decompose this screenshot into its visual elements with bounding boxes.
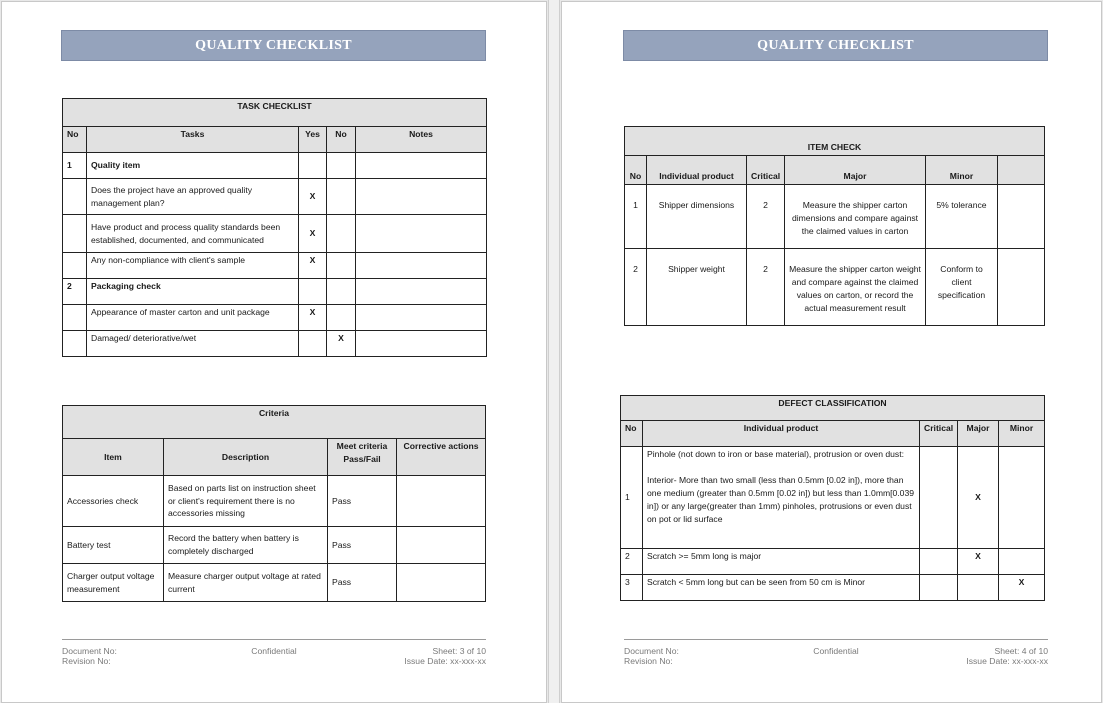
sheet-number: Sheet: 4 of 10 xyxy=(994,646,1048,656)
col-header-description: Description xyxy=(164,439,328,476)
defect-line: Pinhole (not down to iron or base material), protrusion or oven dust: xyxy=(647,449,904,459)
defect-description xyxy=(643,447,920,549)
col-header-meet-criteria xyxy=(328,439,397,476)
yes-mark: X xyxy=(299,179,327,215)
table-row xyxy=(625,185,1045,249)
col-header-corrective-actions: Corrective actions xyxy=(397,439,486,476)
sheet-number: Sheet: 3 of 10 xyxy=(432,646,486,656)
row-number xyxy=(63,305,87,331)
criteria-title: Criteria xyxy=(63,406,486,439)
defect-line-spacer xyxy=(647,461,915,474)
page-sheet-3 xyxy=(1,1,547,703)
col-header-major: Major xyxy=(785,156,926,185)
yes-mark xyxy=(299,331,327,357)
criteria-item: Accessories check xyxy=(63,476,164,527)
criteria-description: Record the battery when battery is completely discharged xyxy=(164,527,328,564)
notes-cell xyxy=(356,279,487,305)
meet-criteria-label: Meet criteria xyxy=(336,441,388,451)
minor-mark: X xyxy=(999,575,1045,601)
criteria-item: Charger output voltage measurement xyxy=(63,564,164,602)
col-header-extra xyxy=(998,156,1045,185)
col-header-yes: Yes xyxy=(299,127,327,153)
major-mark: X xyxy=(958,447,999,549)
table-header-row xyxy=(625,156,1045,185)
notes-cell xyxy=(356,331,487,357)
row-number: 1 xyxy=(625,185,647,249)
task-text: Does the project have an approved quality management plan? xyxy=(87,179,299,215)
col-header-individual-product: Individual product xyxy=(643,421,920,447)
critical-mark xyxy=(920,447,958,549)
col-header-minor: Minor xyxy=(926,156,998,185)
no-mark xyxy=(327,153,356,179)
yes-mark: X xyxy=(299,305,327,331)
col-header-major: Major xyxy=(958,421,999,447)
notes-cell xyxy=(356,153,487,179)
table-row xyxy=(63,331,487,357)
minor-mark xyxy=(999,447,1045,549)
task-text: Damaged/ deteriorative/wet xyxy=(87,331,299,357)
table-row xyxy=(63,279,487,305)
table-row xyxy=(63,215,487,253)
page-gutter xyxy=(548,0,560,703)
criteria-table xyxy=(62,405,486,602)
defect-description: Scratch < 5mm long but can be seen from 50 cm is Minor xyxy=(643,575,920,601)
row-number xyxy=(63,253,87,279)
table-header-row xyxy=(621,421,1045,447)
notes-cell xyxy=(356,215,487,253)
task-checklist-title: TASK CHECKLIST xyxy=(63,99,487,127)
col-header-no: No xyxy=(625,156,647,185)
defect-classification-title: DEFECT CLASSIFICATION xyxy=(621,396,1045,421)
no-mark: X xyxy=(327,331,356,357)
minor-mark xyxy=(999,549,1045,575)
row-number xyxy=(63,215,87,253)
no-mark xyxy=(327,279,356,305)
defect-line: Interior- More than two small (less than 0.5mm [0.02 in]), more than one medium (greater than 0.5mm [0.02 in]) but less than 1.0mm[0.039 in]) or any large(greater than 1mm) pinholes, protrusions or even dust on pot or lid surface xyxy=(647,474,915,524)
row-number: 2 xyxy=(621,549,643,575)
critical-value: 2 xyxy=(747,185,785,249)
item-check-title: ITEM CHECK xyxy=(625,127,1045,156)
col-header-no: No xyxy=(621,421,643,447)
issue-date: Issue Date: xx-xxx-xx xyxy=(966,656,1048,666)
table-row xyxy=(63,305,487,331)
row-number xyxy=(63,331,87,357)
notes-cell xyxy=(356,179,487,215)
notes-cell xyxy=(356,253,487,279)
page-footer xyxy=(62,639,486,666)
product-name: Shipper dimensions xyxy=(647,185,747,249)
table-row xyxy=(625,249,1045,326)
table-header-row xyxy=(63,127,487,153)
row-number: 2 xyxy=(625,249,647,326)
defect-description: Scratch >= 5mm long is major xyxy=(643,549,920,575)
confidential-label: Confidential xyxy=(813,646,859,656)
minor-value: 5% tolerance xyxy=(926,185,998,249)
no-mark xyxy=(327,215,356,253)
table-row xyxy=(63,476,486,527)
no-mark xyxy=(327,305,356,331)
row-number: 1 xyxy=(63,153,87,179)
no-mark xyxy=(327,253,356,279)
document-no: Document No: xyxy=(624,646,679,656)
task-text: Any non-compliance with client's sample xyxy=(87,253,299,279)
issue-date: Issue Date: xx-xxx-xx xyxy=(404,656,486,666)
table-header-row xyxy=(63,439,486,476)
minor-value: Conform to client specification xyxy=(926,249,998,326)
yes-mark: X xyxy=(299,253,327,279)
corrective-action xyxy=(397,527,486,564)
yes-mark: X xyxy=(299,215,327,253)
col-header-tasks: Tasks xyxy=(87,127,299,153)
major-mark xyxy=(958,575,999,601)
col-header-minor: Minor xyxy=(999,421,1045,447)
confidential-label: Confidential xyxy=(251,646,297,656)
pass-fail-label: Pass/Fail xyxy=(343,453,381,464)
table-row xyxy=(63,527,486,564)
task-text: Quality item xyxy=(87,153,299,179)
criteria-result: Pass xyxy=(328,476,397,527)
criteria-item: Battery test xyxy=(63,527,164,564)
table-row xyxy=(63,253,487,279)
row-number: 3 xyxy=(621,575,643,601)
col-header-item: Item xyxy=(63,439,164,476)
criteria-description: Based on parts list on instruction sheet or client's requirement there is no accessories missing xyxy=(164,476,328,527)
critical-mark xyxy=(920,575,958,601)
col-header-critical: Critical xyxy=(920,421,958,447)
row-number: 2 xyxy=(63,279,87,305)
page-footer xyxy=(624,639,1048,666)
page-title: QUALITY CHECKLIST xyxy=(61,30,486,61)
row-number xyxy=(63,179,87,215)
table-row xyxy=(621,549,1045,575)
table-row xyxy=(621,447,1045,549)
revision-no: Revision No: xyxy=(62,656,111,666)
notes-cell xyxy=(356,305,487,331)
critical-value: 2 xyxy=(747,249,785,326)
no-mark xyxy=(327,179,356,215)
extra-cell xyxy=(998,249,1045,326)
yes-mark xyxy=(299,279,327,305)
table-row xyxy=(63,153,487,179)
corrective-action xyxy=(397,476,486,527)
col-header-individual-product: Individual product xyxy=(647,156,747,185)
task-text: Have product and process quality standards been established, documented, and communicated xyxy=(87,215,299,253)
major-description: Measure the shipper carton weight and compare against the claimed values on carton, or record the actual measurement result xyxy=(785,249,926,326)
yes-mark xyxy=(299,153,327,179)
product-name: Shipper weight xyxy=(647,249,747,326)
table-row xyxy=(63,564,486,602)
criteria-result: Pass xyxy=(328,527,397,564)
col-header-notes: Notes xyxy=(356,127,487,153)
major-mark: X xyxy=(958,549,999,575)
revision-no: Revision No: xyxy=(624,656,673,666)
col-header-no-mark: No xyxy=(327,127,356,153)
table-row xyxy=(621,575,1045,601)
col-header-critical: Critical xyxy=(747,156,785,185)
item-check-table xyxy=(624,126,1045,326)
task-text: Appearance of master carton and unit package xyxy=(87,305,299,331)
criteria-description: Measure charger output voltage at rated current xyxy=(164,564,328,602)
task-checklist-table xyxy=(62,98,487,357)
page-sheet-4 xyxy=(561,1,1102,703)
col-header-no: No xyxy=(63,127,87,153)
critical-mark xyxy=(920,549,958,575)
task-text: Packaging check xyxy=(87,279,299,305)
defect-classification-table xyxy=(620,395,1045,601)
major-description: Measure the shipper carton dimensions and compare against the claimed values in carton xyxy=(785,185,926,249)
criteria-result: Pass xyxy=(328,564,397,602)
table-row xyxy=(63,179,487,215)
row-number: 1 xyxy=(621,447,643,549)
document-no: Document No: xyxy=(62,646,117,656)
page-title: QUALITY CHECKLIST xyxy=(623,30,1048,61)
extra-cell xyxy=(998,185,1045,249)
corrective-action xyxy=(397,564,486,602)
